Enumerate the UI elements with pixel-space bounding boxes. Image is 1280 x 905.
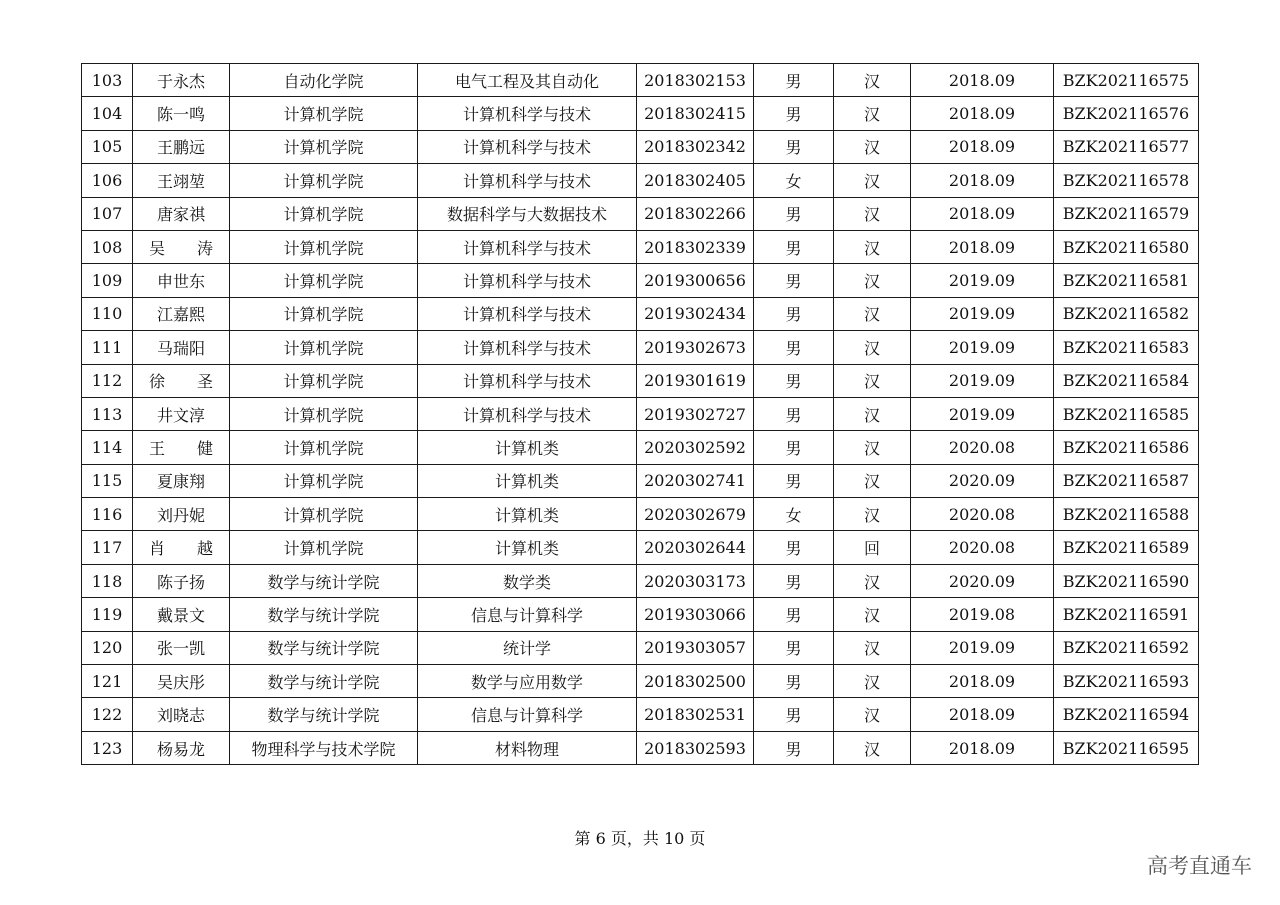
- enrollment-date-cell: 2018.09: [911, 64, 1054, 97]
- student-name-cell: 江嘉熙: [133, 297, 230, 330]
- certificate-number-cell: BZK202116577: [1054, 130, 1199, 163]
- page-number: 第 6 页，共 10 页: [574, 829, 706, 848]
- gender-cell: 男: [754, 397, 834, 430]
- certificate-number-cell: BZK202116588: [1054, 498, 1199, 531]
- enrollment-date-cell: 2018.09: [911, 130, 1054, 163]
- table-row: [82, 164, 1199, 197]
- row-number-cell: 105: [82, 130, 133, 163]
- student-roster-table: [81, 63, 1199, 765]
- ethnicity-cell: 汉: [834, 431, 911, 464]
- certificate-number-cell: BZK202116575: [1054, 64, 1199, 97]
- student-name-cell: 吴 涛: [133, 230, 230, 263]
- certificate-number-cell: BZK202116580: [1054, 230, 1199, 263]
- certificate-number-cell: BZK202116584: [1054, 364, 1199, 397]
- student-name-cell: 陈子扬: [133, 564, 230, 597]
- major-cell: 计算机科学与技术: [418, 297, 637, 330]
- major-cell: 信息与计算科学: [418, 698, 637, 731]
- major-cell: 信息与计算科学: [418, 598, 637, 631]
- student-id-cell: 2019303066: [637, 598, 754, 631]
- student-id-cell: 2019302673: [637, 331, 754, 364]
- table-row: [82, 364, 1199, 397]
- row-number-cell: 111: [82, 331, 133, 364]
- college-cell: 计算机学院: [230, 297, 418, 330]
- student-id-cell: 2018302342: [637, 130, 754, 163]
- student-id-cell: 2018302405: [637, 164, 754, 197]
- student-name-cell: 戴景文: [133, 598, 230, 631]
- enrollment-date-cell: 2020.08: [911, 531, 1054, 564]
- row-number-cell: 118: [82, 564, 133, 597]
- certificate-number-cell: BZK202116592: [1054, 631, 1199, 664]
- table-row: [82, 731, 1199, 764]
- table-row: [82, 297, 1199, 330]
- student-name-cell: 杨易龙: [133, 731, 230, 764]
- gender-cell: 男: [754, 297, 834, 330]
- table-row: [82, 130, 1199, 163]
- student-id-cell: 2019301619: [637, 364, 754, 397]
- gender-cell: 男: [754, 731, 834, 764]
- gender-cell: 男: [754, 364, 834, 397]
- enrollment-date-cell: 2020.08: [911, 498, 1054, 531]
- gender-cell: 男: [754, 665, 834, 698]
- college-cell: 计算机学院: [230, 97, 418, 130]
- ethnicity-cell: 回: [834, 531, 911, 564]
- ethnicity-cell: 汉: [834, 164, 911, 197]
- student-id-cell: 2020302741: [637, 464, 754, 497]
- student-name-cell: 申世东: [133, 264, 230, 297]
- table-row: [82, 564, 1199, 597]
- major-cell: 计算机科学与技术: [418, 264, 637, 297]
- major-cell: 计算机科学与技术: [418, 331, 637, 364]
- student-id-cell: 2018302153: [637, 64, 754, 97]
- row-number-cell: 113: [82, 397, 133, 430]
- enrollment-date-cell: 2020.09: [911, 564, 1054, 597]
- ethnicity-cell: 汉: [834, 665, 911, 698]
- major-cell: 计算机科学与技术: [418, 164, 637, 197]
- table-row: [82, 331, 1199, 364]
- row-number-cell: 117: [82, 531, 133, 564]
- row-number-cell: 112: [82, 364, 133, 397]
- student-id-cell: 2018302339: [637, 230, 754, 263]
- gender-cell: 男: [754, 598, 834, 631]
- major-cell: 计算机科学与技术: [418, 230, 637, 263]
- table-row: [82, 498, 1199, 531]
- student-name-cell: 肖 越: [133, 531, 230, 564]
- ethnicity-cell: 汉: [834, 397, 911, 430]
- college-cell: 计算机学院: [230, 397, 418, 430]
- row-number-cell: 110: [82, 297, 133, 330]
- certificate-number-cell: BZK202116582: [1054, 297, 1199, 330]
- gender-cell: 男: [754, 431, 834, 464]
- gender-cell: 男: [754, 531, 834, 564]
- enrollment-date-cell: 2018.09: [911, 230, 1054, 263]
- enrollment-date-cell: 2018.09: [911, 665, 1054, 698]
- major-cell: 材料物理: [418, 731, 637, 764]
- college-cell: 计算机学院: [230, 531, 418, 564]
- enrollment-date-cell: 2018.09: [911, 97, 1054, 130]
- student-id-cell: 2019302727: [637, 397, 754, 430]
- certificate-number-cell: BZK202116590: [1054, 564, 1199, 597]
- enrollment-date-cell: 2018.09: [911, 164, 1054, 197]
- major-cell: 计算机类: [418, 464, 637, 497]
- enrollment-date-cell: 2018.09: [911, 197, 1054, 230]
- college-cell: 计算机学院: [230, 498, 418, 531]
- certificate-number-cell: BZK202116581: [1054, 264, 1199, 297]
- ethnicity-cell: 汉: [834, 297, 911, 330]
- college-cell: 计算机学院: [230, 264, 418, 297]
- table-row: [82, 264, 1199, 297]
- major-cell: 统计学: [418, 631, 637, 664]
- certificate-number-cell: BZK202116576: [1054, 97, 1199, 130]
- student-name-cell: 马瑞阳: [133, 331, 230, 364]
- student-id-cell: 2019302434: [637, 297, 754, 330]
- gender-cell: 女: [754, 498, 834, 531]
- college-cell: 计算机学院: [230, 331, 418, 364]
- certificate-number-cell: BZK202116586: [1054, 431, 1199, 464]
- major-cell: 计算机科学与技术: [418, 364, 637, 397]
- certificate-number-cell: BZK202116589: [1054, 531, 1199, 564]
- student-name-cell: 刘丹妮: [133, 498, 230, 531]
- college-cell: 数学与统计学院: [230, 665, 418, 698]
- ethnicity-cell: 汉: [834, 698, 911, 731]
- row-number-cell: 114: [82, 431, 133, 464]
- table-row: [82, 230, 1199, 263]
- major-cell: 计算机科学与技术: [418, 97, 637, 130]
- ethnicity-cell: 汉: [834, 230, 911, 263]
- gender-cell: 男: [754, 698, 834, 731]
- enrollment-date-cell: 2018.09: [911, 698, 1054, 731]
- student-id-cell: 2020302592: [637, 431, 754, 464]
- roster-body: [82, 64, 1199, 765]
- major-cell: 计算机类: [418, 431, 637, 464]
- enrollment-date-cell: 2019.09: [911, 364, 1054, 397]
- certificate-number-cell: BZK202116593: [1054, 665, 1199, 698]
- enrollment-date-cell: 2019.09: [911, 631, 1054, 664]
- table-row: [82, 665, 1199, 698]
- row-number-cell: 115: [82, 464, 133, 497]
- row-number-cell: 108: [82, 230, 133, 263]
- enrollment-date-cell: 2019.09: [911, 397, 1054, 430]
- college-cell: 物理科学与技术学院: [230, 731, 418, 764]
- gender-cell: 男: [754, 197, 834, 230]
- college-cell: 计算机学院: [230, 197, 418, 230]
- major-cell: 计算机类: [418, 498, 637, 531]
- college-cell: 计算机学院: [230, 464, 418, 497]
- student-name-cell: 井文淳: [133, 397, 230, 430]
- ethnicity-cell: 汉: [834, 364, 911, 397]
- major-cell: 数学类: [418, 564, 637, 597]
- ethnicity-cell: 汉: [834, 264, 911, 297]
- major-cell: 计算机科学与技术: [418, 397, 637, 430]
- ethnicity-cell: 汉: [834, 64, 911, 97]
- ethnicity-cell: 汉: [834, 97, 911, 130]
- gender-cell: 男: [754, 130, 834, 163]
- student-name-cell: 夏康翔: [133, 464, 230, 497]
- row-number-cell: 120: [82, 631, 133, 664]
- certificate-number-cell: BZK202116587: [1054, 464, 1199, 497]
- major-cell: 计算机科学与技术: [418, 130, 637, 163]
- student-id-cell: 2020303173: [637, 564, 754, 597]
- row-number-cell: 104: [82, 97, 133, 130]
- major-cell: 数学与应用数学: [418, 665, 637, 698]
- ethnicity-cell: 汉: [834, 197, 911, 230]
- student-name-cell: 王 健: [133, 431, 230, 464]
- table-row: [82, 197, 1199, 230]
- student-id-cell: 2019300656: [637, 264, 754, 297]
- enrollment-date-cell: 2019.09: [911, 331, 1054, 364]
- major-cell: 计算机类: [418, 531, 637, 564]
- enrollment-date-cell: 2019.09: [911, 297, 1054, 330]
- student-name-cell: 陈一鸣: [133, 97, 230, 130]
- student-id-cell: 2018302531: [637, 698, 754, 731]
- table-row: [82, 598, 1199, 631]
- table-row: [82, 531, 1199, 564]
- student-name-cell: 于永杰: [133, 64, 230, 97]
- student-name-cell: 张一凯: [133, 631, 230, 664]
- student-id-cell: 2020302679: [637, 498, 754, 531]
- major-cell: 数据科学与大数据技术: [418, 197, 637, 230]
- ethnicity-cell: 汉: [834, 130, 911, 163]
- student-name-cell: 王翊堃: [133, 164, 230, 197]
- college-cell: 计算机学院: [230, 130, 418, 163]
- row-number-cell: 123: [82, 731, 133, 764]
- student-name-cell: 王鹏远: [133, 130, 230, 163]
- gender-cell: 男: [754, 64, 834, 97]
- certificate-number-cell: BZK202116595: [1054, 731, 1199, 764]
- student-id-cell: 2018302266: [637, 197, 754, 230]
- college-cell: 计算机学院: [230, 230, 418, 263]
- student-id-cell: 2019303057: [637, 631, 754, 664]
- ethnicity-cell: 汉: [834, 331, 911, 364]
- college-cell: 数学与统计学院: [230, 564, 418, 597]
- certificate-number-cell: BZK202116585: [1054, 397, 1199, 430]
- row-number-cell: 116: [82, 498, 133, 531]
- enrollment-date-cell: 2019.09: [911, 264, 1054, 297]
- major-cell: 电气工程及其自动化: [418, 64, 637, 97]
- ethnicity-cell: 汉: [834, 598, 911, 631]
- enrollment-date-cell: 2020.08: [911, 431, 1054, 464]
- student-name-cell: 唐家祺: [133, 197, 230, 230]
- ethnicity-cell: 汉: [834, 631, 911, 664]
- student-id-cell: 2018302593: [637, 731, 754, 764]
- enrollment-date-cell: 2018.09: [911, 731, 1054, 764]
- certificate-number-cell: BZK202116583: [1054, 331, 1199, 364]
- row-number-cell: 121: [82, 665, 133, 698]
- certificate-number-cell: BZK202116591: [1054, 598, 1199, 631]
- student-id-cell: 2018302500: [637, 665, 754, 698]
- table-row: [82, 431, 1199, 464]
- gender-cell: 男: [754, 631, 834, 664]
- student-name-cell: 徐 圣: [133, 364, 230, 397]
- student-id-cell: 2020302644: [637, 531, 754, 564]
- row-number-cell: 103: [82, 64, 133, 97]
- college-cell: 数学与统计学院: [230, 598, 418, 631]
- gender-cell: 男: [754, 230, 834, 263]
- gender-cell: 男: [754, 564, 834, 597]
- gender-cell: 男: [754, 97, 834, 130]
- student-id-cell: 2018302415: [637, 97, 754, 130]
- table-row: [82, 464, 1199, 497]
- ethnicity-cell: 汉: [834, 564, 911, 597]
- gender-cell: 男: [754, 331, 834, 364]
- table-row: [82, 631, 1199, 664]
- certificate-number-cell: BZK202116579: [1054, 197, 1199, 230]
- row-number-cell: 109: [82, 264, 133, 297]
- gender-cell: 男: [754, 464, 834, 497]
- college-cell: 计算机学院: [230, 164, 418, 197]
- gender-cell: 女: [754, 164, 834, 197]
- ethnicity-cell: 汉: [834, 464, 911, 497]
- ethnicity-cell: 汉: [834, 498, 911, 531]
- row-number-cell: 107: [82, 197, 133, 230]
- row-number-cell: 106: [82, 164, 133, 197]
- table-row: [82, 698, 1199, 731]
- college-cell: 自动化学院: [230, 64, 418, 97]
- certificate-number-cell: BZK202116594: [1054, 698, 1199, 731]
- row-number-cell: 119: [82, 598, 133, 631]
- college-cell: 数学与统计学院: [230, 631, 418, 664]
- ethnicity-cell: 汉: [834, 731, 911, 764]
- college-cell: 计算机学院: [230, 431, 418, 464]
- student-name-cell: 吴庆彤: [133, 665, 230, 698]
- certificate-number-cell: BZK202116578: [1054, 164, 1199, 197]
- college-cell: 计算机学院: [230, 364, 418, 397]
- table-row: [82, 64, 1199, 97]
- student-name-cell: 刘晓志: [133, 698, 230, 731]
- table-row: [82, 397, 1199, 430]
- enrollment-date-cell: 2020.09: [911, 464, 1054, 497]
- enrollment-date-cell: 2019.08: [911, 598, 1054, 631]
- college-cell: 数学与统计学院: [230, 698, 418, 731]
- watermark-logo-text: 高考直通车: [1147, 854, 1252, 878]
- row-number-cell: 122: [82, 698, 133, 731]
- gender-cell: 男: [754, 264, 834, 297]
- table-row: [82, 97, 1199, 130]
